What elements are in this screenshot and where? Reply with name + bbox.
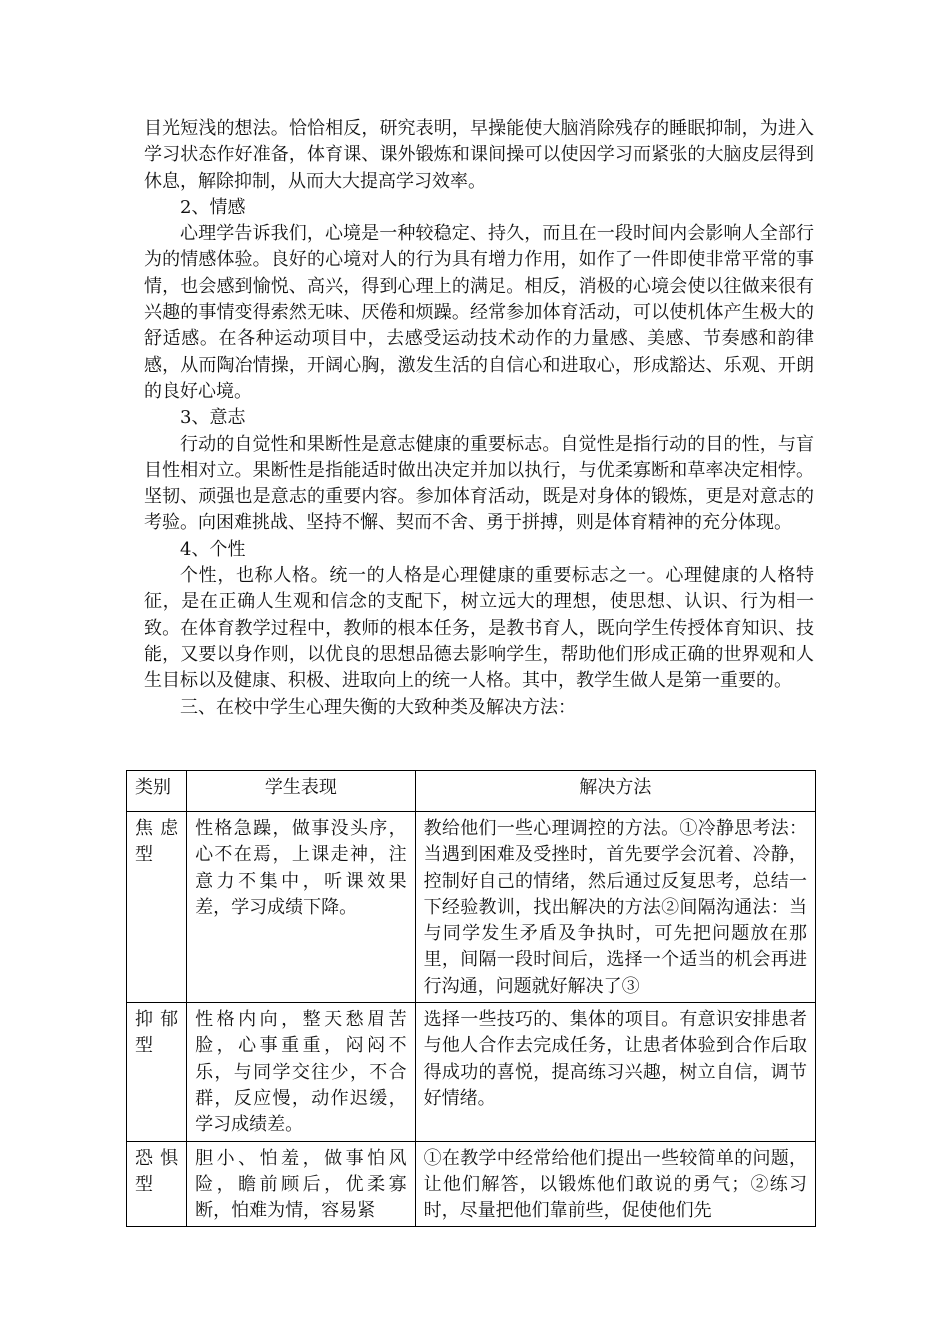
row-category: 抑郁型	[127, 1003, 187, 1141]
paragraph: 个性，也称人格。统一的人格是心理健康的重要标志之一。心理健康的人格特征，是在正确人生观和信念的支配下，树立远大的理想，使思想、认识、行为相一致。在体育教学过程中，教师的根本任务，是教书育人，既向学生传授体育知识、技能，又要以身作则，以优良的思想品德去影响学生，帮助他们形成正确的世界观和人生目标以及健康、积极、进取向上的统一人格。其中，教学生做人是第一重要的。	[144, 565, 814, 692]
section-title: 三、在校中学生心理失衡的大致种类及解决方法：	[180, 696, 576, 718]
subheading-will: 3、意志	[180, 407, 246, 429]
row-category: 焦虑型	[127, 812, 187, 1003]
header-solution: 解决方法	[415, 771, 815, 812]
paragraph: 心理学告诉我们，心境是一种较稳定、持久，而且在一段时间内会影响人全部行为的情感体验。良好的心境对人的行为具有增力作用，如作了一件即使非常平常的事情，也会感到愉悦、高兴，得到心理上的满足。相反，消极的心境会使以往做来很有兴趣的事情变得索然无味、厌倦和烦躁。经常参加体育活动，可以使机体产生极大的舒适感。在各种运动项目中，去感受运动技术动作的力量感、美感、节奏感和韵律感，从而陶冶情操，开阔心胸，激发生活的自信心和进取心，形成豁达、乐观、开朗的良好心境。	[144, 223, 814, 402]
subheading-personality: 4、个性	[180, 538, 246, 560]
table-row	[127, 1003, 816, 1141]
table-row	[127, 1141, 816, 1227]
header-symptoms: 学生表现	[187, 771, 416, 812]
row-solution: ①在教学中经常给他们提出一些较简单的问题，让他们解答，以锻炼他们敢说的勇气；②练习时，尽量把他们靠前些，促使他们先	[415, 1141, 815, 1227]
header-category: 类别	[127, 771, 187, 812]
table-row	[127, 812, 816, 1003]
paragraph: 行动的自觉性和果断性是意志健康的重要标志。自觉性是指行动的目的性，与盲目性相对立。果断性是指能适时做出决定并加以执行，与优柔寡断和草率决定相悖。坚韧、顽强也是意志的重要内容。参加体育活动，既是对身体的锻炼，更是对意志的考验。向困难挑战、坚持不懈、契而不舍、勇于拼搏，则是体育精神的充分体现。	[144, 433, 814, 534]
row-symptoms: 性格内向，整天愁眉苦脸，心事重重，闷闷不乐，与同学交往少，不合群，反应慢，动作迟缓，学习成绩差。	[187, 1003, 416, 1141]
table-header-row	[127, 771, 816, 812]
row-symptoms: 性格急躁，做事没头序，心不在焉，上课走神，注意力不集中，听课效果差，学习成绩下降。	[187, 812, 416, 1003]
row-category: 恐惧型	[127, 1141, 187, 1227]
paragraph: 目光短浅的想法。恰恰相反，研究表明，早操能使大脑消除残存的睡眠抑制，为进入学习状态作好准备，体育课、课外锻炼和课间操可以使因学习而紧张的大脑皮层得到休息，解除抑制，从而大大提高学习效率。	[144, 118, 814, 192]
row-symptoms: 胆小、怕羞，做事怕风险，瞻前顾后，优柔寡断，怕难为情，容易紧	[187, 1141, 416, 1227]
imbalance-types-table	[126, 770, 816, 1227]
row-solution: 教给他们一些心理调控的方法。①冷静思考法：当遇到困难及受挫时，首先要学会沉着、冷静，控制好自己的情绪，然后通过反复思考，总结一下经验教训，找出解决的方法②间隔沟通法：当与同学发生矛盾及争执时，可先把问题放在那里，间隔一段时间后，选择一个适当的机会再进行沟通，问题就好解决了③	[415, 812, 815, 1003]
subheading-emotion: 2、情感	[180, 196, 246, 218]
body-text	[144, 116, 814, 721]
row-solution: 选择一些技巧的、集体的项目。有意识安排患者与他人合作去完成任务，让患者体验到合作后取得成功的喜悦，提高练习兴趣，树立自信，调节好情绪。	[415, 1003, 815, 1141]
